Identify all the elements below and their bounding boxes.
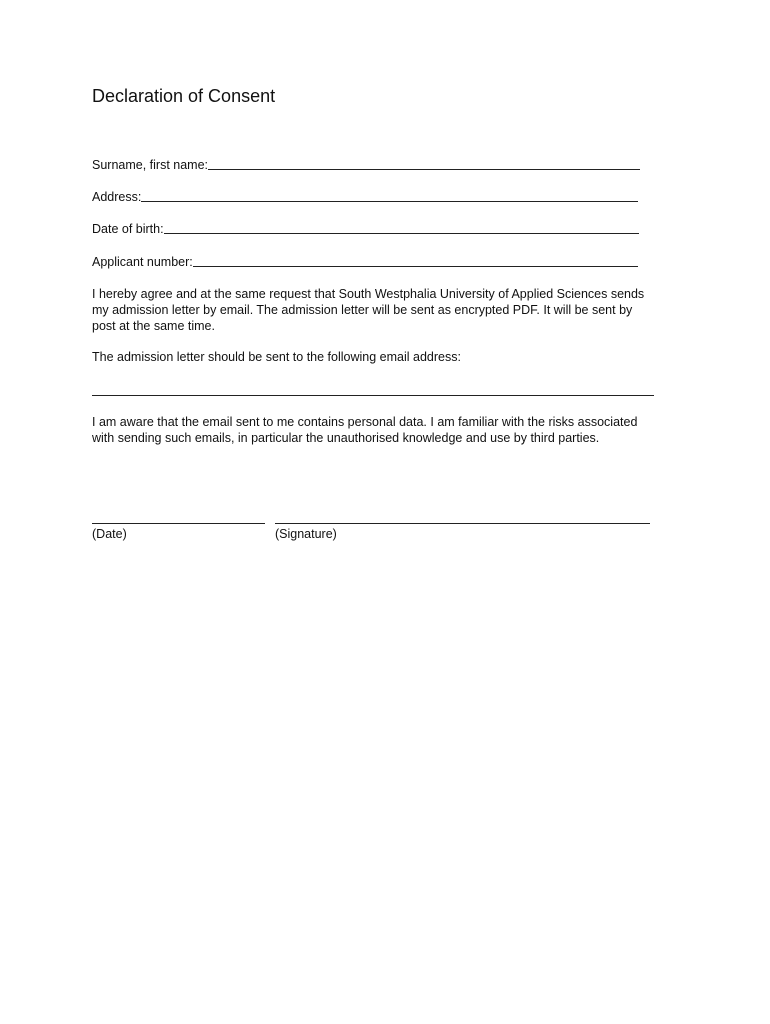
- email-instruction-text: The admission letter should be sent to the following email address:: [92, 350, 461, 364]
- applicant-number-label: Applicant number:: [92, 255, 193, 269]
- applicant-number-field: [92, 254, 638, 269]
- date-of-birth-field: [92, 221, 639, 236]
- surname-first-name-label: Surname, first name:: [92, 158, 209, 172]
- date-input-line[interactable]: [92, 523, 265, 524]
- date-caption: (Date): [92, 527, 127, 541]
- awareness-paragraph-line: with sending such emails, in particular the unauthorised knowledge and use by third parties.: [92, 431, 600, 445]
- date-of-birth-input-line[interactable]: [164, 221, 639, 234]
- surname-first-name-field: [92, 157, 640, 172]
- address-label: Address:: [92, 190, 142, 204]
- email-address-input-line[interactable]: [92, 395, 654, 396]
- page-title: Declaration of Consent: [92, 86, 276, 106]
- consent-paragraph-line: I hereby agree and at the same request that South Westphalia University of Applied Sciences sends: [92, 287, 645, 301]
- awareness-paragraph: [92, 414, 672, 446]
- address-field: [92, 189, 638, 204]
- signature-caption: (Signature): [275, 527, 337, 541]
- surname-first-name-input-line[interactable]: [208, 157, 640, 170]
- consent-paragraph-line: post at the same time.: [92, 319, 215, 333]
- consent-paragraph-line: my admission letter by email. The admission letter will be sent as encrypted PDF. It will be sent by: [92, 303, 633, 317]
- awareness-paragraph-line: I am aware that the email sent to me contains personal data. I am familiar with the risks associated: [92, 415, 638, 429]
- consent-paragraph: [92, 286, 672, 334]
- signature-input-line[interactable]: [275, 523, 650, 524]
- date-of-birth-label: Date of birth:: [92, 222, 164, 236]
- applicant-number-input-line[interactable]: [193, 254, 638, 267]
- address-input-line[interactable]: [141, 189, 638, 202]
- email-instruction: [92, 349, 672, 365]
